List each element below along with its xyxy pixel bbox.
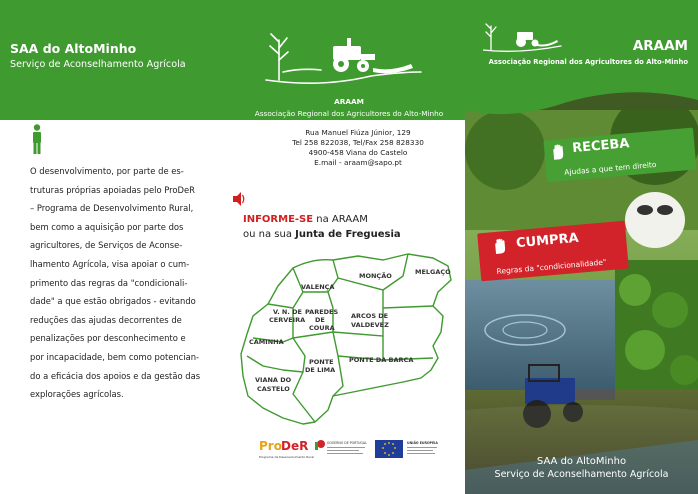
cumpra-title: CUMPRA [515, 230, 580, 252]
body-line: penalizações por desconhecimento e [30, 333, 186, 344]
sound-icon [233, 191, 245, 207]
map-label-paredes-3: COURA [309, 324, 335, 332]
district-map [233, 246, 465, 436]
body-line: truturas próprias apoiadas pelo ProDeR [30, 184, 195, 195]
inform-line-2 [243, 229, 401, 240]
phone-line: Tel 258 822038, Tel/Fax 258 828330 [292, 138, 424, 147]
inform2-bold: Junta de Freguesia [295, 229, 401, 240]
body-line: primento das regras da "condicionali- [30, 277, 188, 288]
proder-logo-caption: Programa de Desenvolvimento Rural [259, 455, 315, 459]
right-footer-title: SAA do AltoMinho [536, 456, 627, 467]
map-label-vn-cerveira-2: CERVEIRA [269, 316, 306, 324]
left-subtitle: Serviço de Aconselhamento Agrícola [10, 59, 186, 70]
lamb-icon [625, 192, 685, 248]
portugal-gov-text: GOVERNO DE PORTUGAL [327, 441, 367, 445]
right-subtitle: Associação Regional dos Agricultores do Alto-Minho [488, 58, 688, 66]
association-name: ARAAM [334, 97, 364, 106]
portugal-gov-logo-icon [315, 440, 367, 454]
inform2-prefix: ou na sua [243, 229, 296, 240]
header-wave [465, 60, 698, 120]
map-label-arcos-2: VALDEVEZ [351, 321, 389, 329]
body-line: O desenvolvimento, por parte de es- [30, 166, 184, 176]
hand-icon [492, 238, 507, 255]
map-label-arcos-1: ARCOS DE [351, 312, 389, 320]
right-panel [465, 0, 698, 494]
inform-line [243, 214, 368, 225]
map-label-viana-1: VIANA DO [255, 376, 292, 384]
contact-address [263, 128, 453, 168]
right-footer-subtitle: Serviço de Aconselhamento Agrícola [494, 469, 669, 480]
tractor-logo-icon [261, 28, 441, 88]
map-label-caminha: CAMINHA [249, 338, 284, 346]
proder-logo-text-2: DeR [281, 439, 309, 453]
body-line: explorações agrícolas. [30, 389, 124, 400]
association-full-name: Associação Regional dos Agricultores do Alto-Minho [254, 109, 444, 118]
left-title: SAA do AltoMinho [10, 41, 137, 56]
header-wave [0, 88, 233, 128]
body-line: agricultores, de Serviços de Aconse- [30, 240, 183, 251]
email-line[interactable]: E.mail - araam@sapo.pt [314, 158, 402, 167]
tractor-logo-small-icon [483, 20, 563, 52]
body-line: do a eficácia dos apoios e da gestão das [30, 370, 201, 381]
inform-highlight: INFORME-SE [243, 214, 314, 225]
right-title: ARAAM [632, 38, 688, 54]
left-panel [0, 0, 233, 494]
eu-text: UNIÃO EUROPEIA [407, 441, 438, 445]
receba-subtitle: Ajudas a que tem direito [563, 159, 657, 177]
body-line: – Programa de Desenvolvimento Rural, [30, 203, 194, 214]
map-label-ponte-lima-2: DE LIMA [305, 366, 336, 374]
address-line: Rua Manuel Fiúza Júnior, 129 [305, 128, 411, 137]
body-line: por incapacidade, bem como potencian- [30, 351, 200, 362]
map-label-paredes-2: DE [315, 316, 325, 324]
body-line: reduções das ajudas decorrentes de [30, 314, 182, 325]
map-label-ponte-barca: PONTE DA BARCA [349, 356, 414, 364]
receba-title: RECEBA [571, 136, 630, 157]
hand-icon [550, 144, 565, 161]
middle-panel [233, 0, 465, 494]
map-label-valenca: VALENÇA [301, 283, 335, 291]
map-label-moncao: MONÇÃO [359, 272, 392, 280]
map-label-melgaco: MELGAÇO [415, 268, 451, 276]
header-wave [233, 88, 465, 128]
map-label-viana-2: CASTELO [257, 385, 290, 393]
map-label-paredes-1: PAREDES [305, 308, 339, 316]
proder-logo-text-1: Pro [259, 439, 282, 453]
person-icon [30, 124, 44, 154]
inform-rest: na ARAAM [313, 214, 368, 225]
sponsor-logos [255, 434, 455, 479]
map-label-ponte-lima-1: PONTE [309, 358, 334, 366]
left-body-text [30, 162, 210, 404]
proder-logo-icon [259, 439, 314, 459]
postal-line: 4900-458 Viana do Castelo [308, 148, 408, 157]
eu-flag-icon [375, 440, 438, 458]
map-label-vn-cerveira-1: V. N. DE [273, 308, 302, 316]
cumpra-subtitle: Regras da "condicionalidade" [496, 257, 607, 276]
body-line: bem como a aquisição por parte dos [30, 221, 184, 232]
body-line: dade" a que estão obrigados - evitando [30, 296, 196, 307]
body-line: lhamento Agrícola, visa apoiar o cum- [30, 258, 190, 269]
